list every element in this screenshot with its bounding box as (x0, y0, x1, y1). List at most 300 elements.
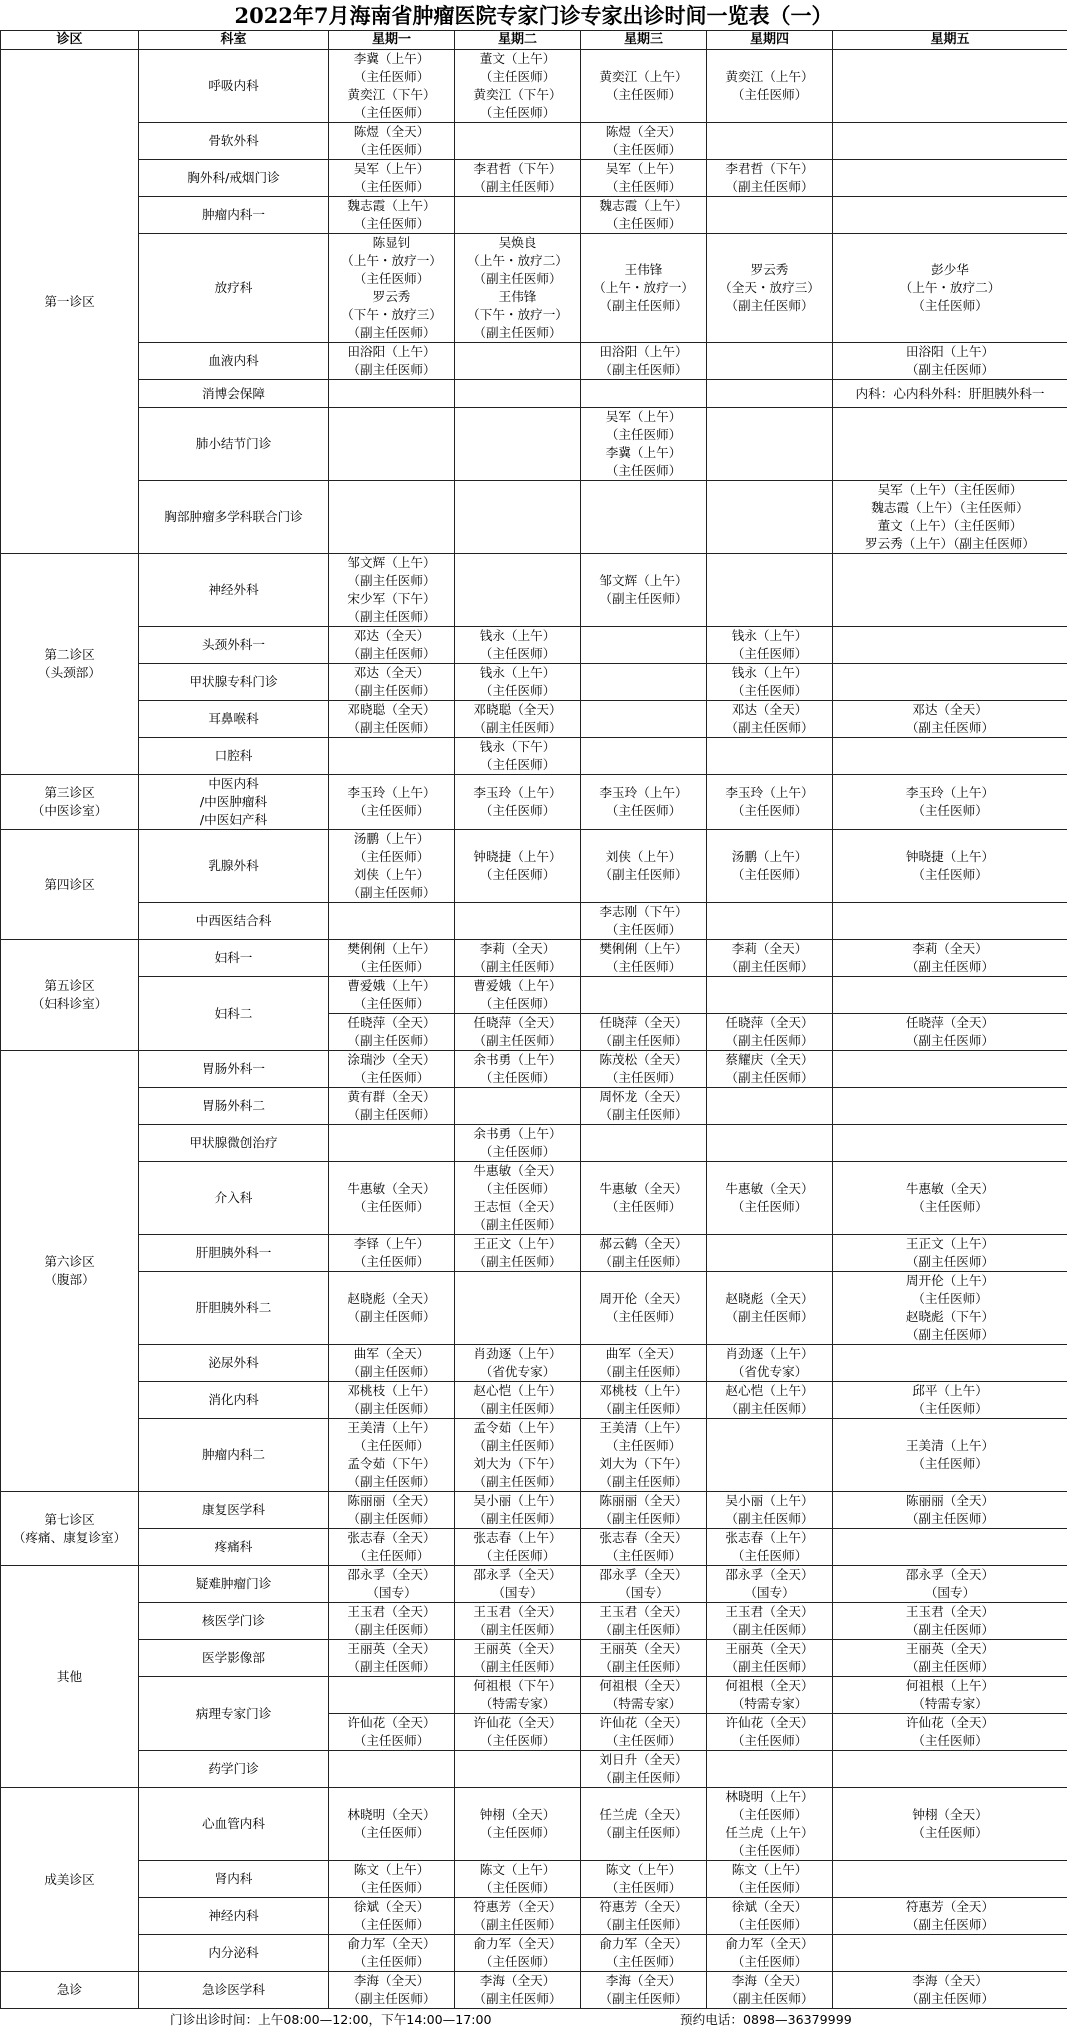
schedule-cell: 汤鹏（上午） （主任医师） (707, 830, 833, 903)
schedule-cell (833, 1529, 1067, 1566)
schedule-cell (455, 408, 581, 481)
table-row (1, 1382, 1067, 1419)
department-cell: 头颈外科一 (139, 627, 329, 664)
schedule-cell (833, 977, 1067, 1014)
schedule-cell (455, 343, 581, 380)
table-row (1, 1272, 1067, 1345)
department-cell: 乳腺外科 (139, 830, 329, 903)
schedule-cell: 余书勇（上午） （主任医师） (455, 1125, 581, 1162)
schedule-cell: 曹爱娥（上午） （主任医师） (329, 977, 455, 1014)
schedule-cell: 田浴阳（上午） （副主任医师） (581, 343, 707, 380)
schedule-cell: 徐斌（全天） （主任医师） (707, 1898, 833, 1935)
schedule-cell: 李玉玲（上午） （主任医师） (581, 775, 707, 830)
table-row (1, 481, 1067, 554)
schedule-cell: 孟令茹（上午） （副主任医师） 刘大为（下午） （副主任医师） (455, 1419, 581, 1492)
schedule-cell (833, 1935, 1067, 1972)
schedule-cell (581, 701, 707, 738)
schedule-cell: 何祖根（下午） （特需专家） (455, 1677, 581, 1714)
area-cell: 急诊 (1, 1972, 139, 2009)
schedule-cell: 赵晓彪（全天） （副主任医师） (329, 1272, 455, 1345)
schedule-cell: 邹文辉（上午） （副主任医师） (581, 554, 707, 627)
schedule-cell: 俞力军（全天） （主任医师） (707, 1935, 833, 1972)
table-row (1, 1751, 1067, 1788)
department-cell: 中医内科 /中医肿瘤科 /中医妇产科 (139, 775, 329, 830)
schedule-cell (329, 481, 455, 554)
table-row (1, 1088, 1067, 1125)
schedule-cell: 吴军（上午） （主任医师） (329, 160, 455, 197)
schedule-cell (833, 627, 1067, 664)
schedule-cell: 钟栩（全天） （主任医师） (455, 1788, 581, 1861)
schedule-cell: 陈文（上午） （主任医师） (455, 1861, 581, 1898)
department-cell: 介入科 (139, 1162, 329, 1235)
schedule-cell: 吴小丽（上午） （副主任医师） (455, 1492, 581, 1529)
schedule-cell (833, 903, 1067, 940)
schedule-cell (329, 1751, 455, 1788)
schedule-cell: 汤鹏（上午） （主任医师） 刘侠（上午） （副主任医师） (329, 830, 455, 903)
schedule-cell: 牛惠敏（全天） （主任医师） (581, 1162, 707, 1235)
schedule-cell: 李君哲（下午） （副主任医师） (707, 160, 833, 197)
schedule-cell (707, 343, 833, 380)
header-thursday: 星期四 (707, 31, 833, 50)
schedule-cell: 任晓萍（全天） （副主任医师） (329, 1014, 455, 1051)
schedule-cell: 俞力军（全天） （主任医师） (455, 1935, 581, 1972)
schedule-cell: 王玉君（全天） （副主任医师） (329, 1603, 455, 1640)
table-row (1, 197, 1067, 234)
table-row (1, 1051, 1067, 1088)
schedule-cell (707, 408, 833, 481)
schedule-cell: 王伟锋 （上午・放疗一） （副主任医师） (581, 234, 707, 343)
department-cell: 胸外科/戒烟门诊 (139, 160, 329, 197)
clinic-hours: 门诊出诊时间：上午08:00—12:00，下午14:00—17:00 (170, 2009, 680, 2031)
schedule-cell (707, 1125, 833, 1162)
schedule-cell: 李冀（上午） （主任医师） 黄奕江（下午） （主任医师） (329, 50, 455, 123)
schedule-cell: 邵永孚（全天） （国专） (455, 1566, 581, 1603)
schedule-cell (581, 481, 707, 554)
schedule-cell: 曹爱娥（上午） （主任医师） (455, 977, 581, 1014)
schedule-cell (329, 408, 455, 481)
schedule-cell: 何祖根（上午） （特需专家） (833, 1677, 1067, 1714)
schedule-cell: 符惠芳（全天） （副主任医师） (581, 1898, 707, 1935)
table-row (1, 1125, 1067, 1162)
schedule-cell (707, 481, 833, 554)
table-row (1, 1788, 1067, 1861)
department-cell: 康复医学科 (139, 1492, 329, 1529)
schedule-cell: 李莉（全天） （副主任医师） (833, 940, 1067, 977)
schedule-cell: 吴军（上午） （主任医师） (581, 160, 707, 197)
schedule-cell: 李玉玲（上午） （主任医师） (707, 775, 833, 830)
department-cell: 消博会保障 (139, 380, 329, 408)
schedule-cell (833, 738, 1067, 775)
table-row (1, 1235, 1067, 1272)
schedule-cell: 余书勇（上午） （主任医师） (455, 1051, 581, 1088)
schedule-cell: 涂瑞沙（全天） （主任医师） (329, 1051, 455, 1088)
department-cell: 核医学门诊 (139, 1603, 329, 1640)
department-cell: 肝胆胰外科二 (139, 1272, 329, 1345)
schedule-cell (833, 1751, 1067, 1788)
schedule-cell (833, 1088, 1067, 1125)
schedule-cell: 钱永（上午） （主任医师） (707, 627, 833, 664)
schedule-cell: 钟晓捷（上午） （主任医师） (455, 830, 581, 903)
department-cell: 口腔科 (139, 738, 329, 775)
department-cell: 神经内科 (139, 1898, 329, 1935)
schedule-cell: 张志春（上午） （主任医师） (707, 1529, 833, 1566)
schedule-cell: 牛惠敏（全天） （主任医师） 王志恒（全天） （副主任医师） (455, 1162, 581, 1235)
schedule-cell (329, 738, 455, 775)
schedule-cell: 魏志霞（上午） （主任医师） (329, 197, 455, 234)
schedule-cell (707, 1419, 833, 1492)
department-cell: 胸部肿瘤多学科联合门诊 (139, 481, 329, 554)
schedule-cell: 李铎（上午） （主任医师） (329, 1235, 455, 1272)
table-row (1, 1861, 1067, 1898)
schedule-cell (707, 380, 833, 408)
schedule-cell: 李海（全天） （副主任医师） (833, 1972, 1067, 2009)
area-cell: 第七诊区 （疼痛、康复诊室） (1, 1492, 139, 1566)
schedule-table (0, 30, 1067, 2009)
schedule-cell: 何祖根（全天） （特需专家） (707, 1677, 833, 1714)
schedule-cell (707, 903, 833, 940)
schedule-cell: 陈显钊 （上午・放疗一） （主任医师） 罗云秀 （下午・放疗三） （副主任医师） (329, 234, 455, 343)
schedule-cell (581, 977, 707, 1014)
schedule-cell (707, 1088, 833, 1125)
schedule-cell (329, 1677, 455, 1714)
table-row (1, 1677, 1067, 1714)
table-row (1, 160, 1067, 197)
schedule-cell: 邓达（全天） （副主任医师） (707, 701, 833, 738)
schedule-cell: 王玉君（全天） （副主任医师） (581, 1603, 707, 1640)
header-tuesday: 星期二 (455, 31, 581, 50)
schedule-cell (455, 197, 581, 234)
schedule-cell: 符惠芳（全天） （副主任医师） (455, 1898, 581, 1935)
schedule-cell: 刘日升（全天） （副主任医师） (581, 1751, 707, 1788)
department-cell: 骨软外科 (139, 123, 329, 160)
schedule-cell: 黄奕江（上午） （主任医师） (707, 50, 833, 123)
schedule-cell: 许仙花（全天） （主任医师） (581, 1714, 707, 1751)
schedule-cell: 任晓萍（全天） （副主任医师） (455, 1014, 581, 1051)
schedule-cell (833, 1861, 1067, 1898)
schedule-cell: 樊俐俐（上午） （主任医师） (329, 940, 455, 977)
schedule-cell: 牛惠敏（全天） （主任医师） (707, 1162, 833, 1235)
department-cell: 放疗科 (139, 234, 329, 343)
schedule-cell: 吴军（上午）（主任医师） 魏志霞（上午）（主任医师） 董文（上午）（主任医师） 罗云秀（上午）（副主任医师） (833, 481, 1067, 554)
header-monday: 星期一 (329, 31, 455, 50)
schedule-cell (581, 664, 707, 701)
schedule-cell: 李莉（全天） （副主任医师） (707, 940, 833, 977)
schedule-cell: 罗云秀 （全天・放疗三） （副主任医师） (707, 234, 833, 343)
table-row (1, 701, 1067, 738)
schedule-cell (581, 627, 707, 664)
department-cell: 泌尿外科 (139, 1345, 329, 1382)
schedule-cell: 赵晓彪（全天） （副主任医师） (707, 1272, 833, 1345)
schedule-cell (833, 408, 1067, 481)
schedule-cell: 吴军（上午） （主任医师） 李冀（上午） （主任医师） (581, 408, 707, 481)
schedule-cell: 邱平（上午） （主任医师） (833, 1382, 1067, 1419)
schedule-cell: 林晓明（上午） （主任医师） 任兰虎（上午） （主任医师） (707, 1788, 833, 1861)
header-row (1, 31, 1067, 50)
schedule-cell (707, 197, 833, 234)
schedule-cell: 王玉君（全天） （副主任医师） (707, 1603, 833, 1640)
schedule-cell: 徐斌（全天） （主任医师） (329, 1898, 455, 1935)
table-row (1, 903, 1067, 940)
schedule-cell: 陈丽丽（全天） （副主任医师） (581, 1492, 707, 1529)
area-cell: 第四诊区 (1, 830, 139, 940)
department-cell: 肺小结节门诊 (139, 408, 329, 481)
page-title: 2022年7月海南省肿瘤医院专家门诊专家出诊时间一览表（一） (0, 0, 1067, 30)
department-cell: 呼吸内科 (139, 50, 329, 123)
department-cell: 疑难肿瘤门诊 (139, 1566, 329, 1603)
department-cell: 血液内科 (139, 343, 329, 380)
department-cell: 肝胆胰外科一 (139, 1235, 329, 1272)
table-row (1, 123, 1067, 160)
schedule-cell (833, 1051, 1067, 1088)
department-cell: 消化内科 (139, 1382, 329, 1419)
schedule-cell: 钟晓捷（上午） （主任医师） (833, 830, 1067, 903)
schedule-cell: 许仙花（全天） （主任医师） (329, 1714, 455, 1751)
schedule-cell: 陈文（上午） （主任医师） (329, 1861, 455, 1898)
area-cell: 第五诊区 （妇科诊室） (1, 940, 139, 1051)
table-row (1, 738, 1067, 775)
area-cell: 第二诊区 （头颈部） (1, 554, 139, 775)
schedule-cell: 樊俐俐（上午） （主任医师） (581, 940, 707, 977)
department-cell: 急诊医学科 (139, 1972, 329, 2009)
schedule-cell: 李志刚（下午） （主任医师） (581, 903, 707, 940)
schedule-cell: 周开伦（全天） （主任医师） (581, 1272, 707, 1345)
department-cell: 中西医结合科 (139, 903, 329, 940)
schedule-cell (707, 1235, 833, 1272)
schedule-cell: 王正文（上午） （副主任医师） (455, 1235, 581, 1272)
schedule-cell (833, 554, 1067, 627)
schedule-cell: 曲军（全天） （副主任医师） (581, 1345, 707, 1382)
schedule-cell: 王美清（上午） （主任医师） 孟令茹（下午） （副主任医师） (329, 1419, 455, 1492)
schedule-cell: 邵永孚（全天） （国专） (329, 1566, 455, 1603)
schedule-cell: 陈丽丽（全天） （副主任医师） (833, 1492, 1067, 1529)
schedule-cell (833, 50, 1067, 123)
schedule-cell: 彭少华 （上午・放疗二） （主任医师） (833, 234, 1067, 343)
schedule-cell (455, 380, 581, 408)
schedule-cell: 任晓萍（全天） （副主任医师） (581, 1014, 707, 1051)
department-cell: 甲状腺专科门诊 (139, 664, 329, 701)
schedule-cell: 李海（全天） （副主任医师） (707, 1972, 833, 2009)
schedule-cell (833, 123, 1067, 160)
table-row (1, 1935, 1067, 1972)
schedule-cell (707, 977, 833, 1014)
department-cell: 药学门诊 (139, 1751, 329, 1788)
booking-phone: 预约电话：0898—36379999 (680, 2009, 852, 2031)
table-row (1, 554, 1067, 627)
schedule-cell: 李海（全天） （副主任医师） (329, 1972, 455, 2009)
schedule-cell: 邓桃枝（上午） （副主任医师） (329, 1382, 455, 1419)
department-cell: 肿瘤内科一 (139, 197, 329, 234)
schedule-cell (455, 481, 581, 554)
schedule-cell: 郝云鹤（全天） （副主任医师） (581, 1235, 707, 1272)
schedule-cell: 钱永（下午） （主任医师） (455, 738, 581, 775)
schedule-cell: 许仙花（全天） （主任医师） (833, 1714, 1067, 1751)
schedule-cell: 邵永孚（全天） （国专） (581, 1566, 707, 1603)
schedule-cell: 许仙花（全天） （主任医师） (455, 1714, 581, 1751)
schedule-cell (455, 123, 581, 160)
schedule-cell: 俞力军（全天） （主任医师） (329, 1935, 455, 1972)
schedule-cell (581, 1125, 707, 1162)
schedule-cell (455, 1272, 581, 1345)
schedule-cell: 王正文（上午） （副主任医师） (833, 1235, 1067, 1272)
department-cell: 医学影像部 (139, 1640, 329, 1677)
area-cell: 第三诊区 （中医诊室） (1, 775, 139, 830)
schedule-cell: 任晓萍（全天） （副主任医师） (833, 1014, 1067, 1051)
schedule-cell: 黄有群（全天） （副主任医师） (329, 1088, 455, 1125)
schedule-cell: 吴焕良 （上午・放疗二） （副主任医师） 王伟锋 （下午・放疗一） （副主任医师） (455, 234, 581, 343)
schedule-cell: 王玉君（全天） （副主任医师） (455, 1603, 581, 1640)
department-cell: 肾内科 (139, 1861, 329, 1898)
table-row (1, 977, 1067, 1014)
table-row (1, 234, 1067, 343)
schedule-cell: 李莉（全天） （副主任医师） (455, 940, 581, 977)
schedule-cell (329, 1125, 455, 1162)
schedule-cell: 李玉玲（上午） （主任医师） (833, 775, 1067, 830)
department-cell: 肿瘤内科二 (139, 1419, 329, 1492)
table-row (1, 408, 1067, 481)
schedule-cell: 黄奕江（上午） （主任医师） (581, 50, 707, 123)
table-row (1, 1972, 1067, 2009)
schedule-cell: 魏志霞（上午） （主任医师） (581, 197, 707, 234)
schedule-cell: 邓桃枝（上午） （副主任医师） (581, 1382, 707, 1419)
table-row (1, 1419, 1067, 1492)
schedule-cell (833, 160, 1067, 197)
table-row (1, 343, 1067, 380)
schedule-cell: 任兰虎（全天） （副主任医师） (581, 1788, 707, 1861)
schedule-cell: 张志春（全天） （主任医师） (329, 1529, 455, 1566)
schedule-cell: 李君哲（下午） （副主任医师） (455, 160, 581, 197)
schedule-cell: 陈文（上午） （主任医师） (707, 1861, 833, 1898)
schedule-cell: 钱永（上午） （主任医师） (707, 664, 833, 701)
schedule-cell: 何祖根（全天） （特需专家） (581, 1677, 707, 1714)
schedule-cell: 钱永（上午） （主任医师） (455, 627, 581, 664)
schedule-cell: 周开伦（上午） （主任医师） 赵晓彪（下午） （副主任医师） (833, 1272, 1067, 1345)
schedule-cell: 邓达（全天） （副主任医师） (329, 664, 455, 701)
schedule-cell: 吴小丽（上午） （副主任医师） (707, 1492, 833, 1529)
schedule-cell: 刘侠（上午） （副主任医师） (581, 830, 707, 903)
schedule-cell: 李玉玲（上午） （主任医师） (329, 775, 455, 830)
schedule-cell: 符惠芳（全天） （副主任医师） (833, 1898, 1067, 1935)
schedule-cell: 李玉玲（上午） （主任医师） (455, 775, 581, 830)
schedule-cell: 邵永孚（全天） （国专） (833, 1566, 1067, 1603)
table-row (1, 1162, 1067, 1235)
schedule-cell: 陈茂松（全天） （主任医师） (581, 1051, 707, 1088)
schedule-cell: 李海（全天） （副主任医师） (455, 1972, 581, 2009)
department-cell: 心血管内科 (139, 1788, 329, 1861)
schedule-cell: 邓晓聪（全天） （副主任医师） (455, 701, 581, 738)
department-cell: 胃肠外科二 (139, 1088, 329, 1125)
table-row (1, 1603, 1067, 1640)
schedule-cell: 张志春（全天） （主任医师） (581, 1529, 707, 1566)
footer (0, 2009, 1067, 2031)
table-row (1, 940, 1067, 977)
schedule-cell: 张志春（上午） （主任医师） (455, 1529, 581, 1566)
schedule-cell: 曲军（全天） （副主任医师） (329, 1345, 455, 1382)
header-wednesday: 星期三 (581, 31, 707, 50)
table-row (1, 1529, 1067, 1566)
table-row (1, 1640, 1067, 1677)
schedule-cell: 内科：心内科外科：肝胆胰外科一 (833, 380, 1067, 408)
schedule-cell: 肖劲逐（上午） （省优专家） (455, 1345, 581, 1382)
schedule-cell: 邓达（全天） （副主任医师） (833, 701, 1067, 738)
header-area: 诊区 (1, 31, 139, 50)
header-friday: 星期五 (833, 31, 1067, 50)
schedule-cell: 牛惠敏（全天） （主任医师） (833, 1162, 1067, 1235)
schedule-cell (455, 1751, 581, 1788)
schedule-cell: 牛惠敏（全天） （主任医师） (329, 1162, 455, 1235)
schedule-body (1, 50, 1067, 2009)
table-row (1, 627, 1067, 664)
schedule-cell (329, 380, 455, 408)
schedule-cell: 陈煜（全天） （主任医师） (329, 123, 455, 160)
schedule-cell: 王丽英（全天） （副主任医师） (455, 1640, 581, 1677)
schedule-cell: 俞力军（全天） （主任医师） (581, 1935, 707, 1972)
schedule-cell: 任晓萍（全天） （副主任医师） (707, 1014, 833, 1051)
schedule-cell (455, 903, 581, 940)
schedule-cell: 邹文辉（上午） （副主任医师） 宋少军（下午） （副主任医师） (329, 554, 455, 627)
area-cell: 第六诊区 （腹部） (1, 1051, 139, 1492)
department-cell: 病理专家门诊 (139, 1677, 329, 1751)
table-row (1, 664, 1067, 701)
department-cell: 妇科二 (139, 977, 329, 1051)
schedule-cell: 邓晓聪（全天） （副主任医师） (329, 701, 455, 738)
schedule-cell (581, 380, 707, 408)
department-cell: 胃肠外科一 (139, 1051, 329, 1088)
schedule-cell: 邓达（全天） （副主任医师） (329, 627, 455, 664)
department-cell: 妇科一 (139, 940, 329, 977)
schedule-cell (707, 123, 833, 160)
department-cell: 内分泌科 (139, 1935, 329, 1972)
schedule-cell: 钟栩（全天） （主任医师） (833, 1788, 1067, 1861)
table-row (1, 830, 1067, 903)
schedule-cell: 陈文（上午） （主任医师） (581, 1861, 707, 1898)
schedule-cell: 蔡耀庆（全天） （副主任医师） (707, 1051, 833, 1088)
schedule-cell: 田浴阳（上午） （副主任医师） (329, 343, 455, 380)
schedule-cell: 王丽英（全天） （副主任医师） (833, 1640, 1067, 1677)
area-cell: 成美诊区 (1, 1788, 139, 1972)
table-row (1, 50, 1067, 123)
schedule-cell (833, 1345, 1067, 1382)
department-cell: 甲状腺微创治疗 (139, 1125, 329, 1162)
schedule-cell: 田浴阳（上午） （副主任医师） (833, 343, 1067, 380)
schedule-cell: 王美清（上午） （主任医师） 刘大为（下午） （副主任医师） (581, 1419, 707, 1492)
schedule-cell: 邵永孚（全天） （国专） (707, 1566, 833, 1603)
schedule-cell: 赵心恺（上午） （副主任医师） (707, 1382, 833, 1419)
department-cell: 疼痛科 (139, 1529, 329, 1566)
schedule-cell (707, 1751, 833, 1788)
header-dept: 科室 (139, 31, 329, 50)
schedule-cell (455, 554, 581, 627)
schedule-cell: 赵心恺（上午） （副主任医师） (455, 1382, 581, 1419)
schedule-cell: 肖劲逐（上午） （省优专家） (707, 1345, 833, 1382)
department-cell: 神经外科 (139, 554, 329, 627)
schedule-cell (455, 1088, 581, 1125)
schedule-cell: 钱永（上午） （主任医师） (455, 664, 581, 701)
schedule-cell (833, 664, 1067, 701)
schedule-cell: 董文（上午） （主任医师） 黄奕江（下午） （主任医师） (455, 50, 581, 123)
schedule-cell (833, 1125, 1067, 1162)
area-cell: 第一诊区 (1, 50, 139, 554)
schedule-cell: 王丽英（全天） （副主任医师） (581, 1640, 707, 1677)
schedule-cell (707, 554, 833, 627)
schedule-cell: 林晓明（全天） （主任医师） (329, 1788, 455, 1861)
schedule-cell (833, 197, 1067, 234)
schedule-cell: 陈煜（全天） （主任医师） (581, 123, 707, 160)
schedule-cell: 陈丽丽（全天） （副主任医师） (329, 1492, 455, 1529)
schedule-cell: 许仙花（全天） （主任医师） (707, 1714, 833, 1751)
schedule-cell: 王丽英（全天） （副主任医师） (707, 1640, 833, 1677)
area-cell: 其他 (1, 1566, 139, 1788)
schedule-cell: 周怀龙（全天） （副主任医师） (581, 1088, 707, 1125)
